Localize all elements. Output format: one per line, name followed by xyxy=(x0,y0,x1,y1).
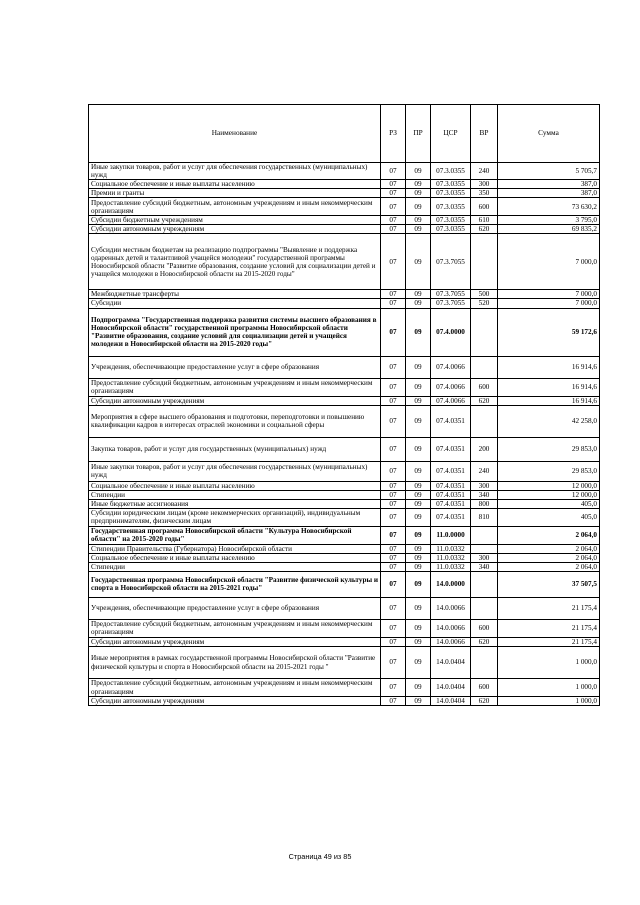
cell-sum: 29 853,0 xyxy=(498,437,600,461)
cell-pr: 09 xyxy=(406,396,431,405)
cell-sum: 42 258,0 xyxy=(498,405,600,437)
cell-name: Стипендии xyxy=(89,490,381,499)
cell-name: Государственная программа Новосибирской области "Развитие физической культуры и спорта в Новосибирской области на 2015-2021 годы" xyxy=(89,571,381,597)
table-row xyxy=(89,461,600,481)
cell-sum: 7 000,0 xyxy=(498,299,600,308)
cell-csr: 14.0.0066 xyxy=(431,619,471,637)
cell-pr: 09 xyxy=(406,405,431,437)
cell-rz: 07 xyxy=(381,299,406,308)
cell-csr: 07.3.0355 xyxy=(431,163,471,180)
table-row xyxy=(89,562,600,571)
cell-sum: 7 000,0 xyxy=(498,290,600,299)
cell-rz: 07 xyxy=(381,198,406,216)
header-vr: ВР xyxy=(471,105,498,163)
cell-vr: 810 xyxy=(471,508,498,526)
cell-pr: 09 xyxy=(406,198,431,216)
cell-name: Иные бюджетные ассигнования xyxy=(89,499,381,508)
table-row xyxy=(89,308,600,356)
cell-pr: 09 xyxy=(406,571,431,597)
cell-csr: 07.3.7055 xyxy=(431,234,471,290)
cell-csr: 14.0.0404 xyxy=(431,697,471,706)
cell-rz: 07 xyxy=(381,216,406,225)
table-row xyxy=(89,499,600,508)
cell-sum: 16 914,6 xyxy=(498,356,600,378)
cell-sum: 5 705,7 xyxy=(498,163,600,180)
cell-name: Иные закупки товаров, работ и услуг для обеспечения государственных (муниципальных) нужд xyxy=(89,163,381,180)
cell-rz: 07 xyxy=(381,163,406,180)
cell-sum: 29 853,0 xyxy=(498,461,600,481)
cell-pr: 09 xyxy=(406,679,431,697)
cell-rz: 07 xyxy=(381,490,406,499)
cell-vr: 520 xyxy=(471,299,498,308)
cell-name: Иные закупки товаров, работ и услуг для обеспечения государственных (муниципальных) нужд xyxy=(89,461,381,481)
cell-csr: 11.0.0332 xyxy=(431,553,471,562)
cell-csr: 07.3.7055 xyxy=(431,290,471,299)
cell-pr: 09 xyxy=(406,508,431,526)
cell-name: Социальное обеспечение и иные выплаты населению xyxy=(89,481,381,490)
cell-csr: 07.3.0355 xyxy=(431,189,471,198)
cell-csr: 07.3.0355 xyxy=(431,198,471,216)
cell-vr: 620 xyxy=(471,697,498,706)
table-row xyxy=(89,597,600,619)
cell-rz: 07 xyxy=(381,571,406,597)
cell-vr: 600 xyxy=(471,619,498,637)
cell-vr: 240 xyxy=(471,461,498,481)
cell-sum: 12 000,0 xyxy=(498,481,600,490)
cell-csr: 07.3.0355 xyxy=(431,216,471,225)
cell-csr: 07.3.7055 xyxy=(431,299,471,308)
table-row xyxy=(89,544,600,553)
cell-name: Премии и гранты xyxy=(89,189,381,198)
cell-sum: 2 064,0 xyxy=(498,544,600,553)
cell-name: Стипендии Правительства (Губернатора) Новосибирской области xyxy=(89,544,381,553)
cell-name: Подпрограмма "Государственная поддержка развития системы высшего образования в Новосибирской области" государственной программы Новосибирской области "Развитие образования, создание условий для социализации детей и учащейся молодежи в Новосибирской области на 2015-2020 годы" xyxy=(89,308,381,356)
header-sum: Сумма xyxy=(498,105,600,163)
cell-pr: 09 xyxy=(406,216,431,225)
cell-sum: 16 914,6 xyxy=(498,378,600,396)
cell-sum: 405,0 xyxy=(498,499,600,508)
cell-pr: 09 xyxy=(406,544,431,553)
cell-rz: 07 xyxy=(381,290,406,299)
table-row xyxy=(89,225,600,234)
header-csr: ЦСР xyxy=(431,105,471,163)
cell-sum: 37 507,5 xyxy=(498,571,600,597)
cell-vr xyxy=(471,526,498,544)
cell-vr xyxy=(471,356,498,378)
cell-pr: 09 xyxy=(406,697,431,706)
cell-pr: 09 xyxy=(406,481,431,490)
cell-pr: 09 xyxy=(406,499,431,508)
cell-pr: 09 xyxy=(406,225,431,234)
cell-vr: 340 xyxy=(471,562,498,571)
cell-name: Субсидии юридическим лицам (кроме некоммерческих организаций), индивидуальным предпринимателям, физическим лицам xyxy=(89,508,381,526)
cell-csr: 14.0.0066 xyxy=(431,637,471,646)
cell-pr: 09 xyxy=(406,356,431,378)
cell-name: Государственная программа Новосибирской области "Культура Новосибирской области" на 2015-2020 годы" xyxy=(89,526,381,544)
cell-pr: 09 xyxy=(406,526,431,544)
cell-pr: 09 xyxy=(406,234,431,290)
table-row xyxy=(89,405,600,437)
cell-csr: 11.0.0000 xyxy=(431,526,471,544)
cell-rz: 07 xyxy=(381,396,406,405)
cell-sum: 69 835,2 xyxy=(498,225,600,234)
cell-pr: 09 xyxy=(406,163,431,180)
table-row xyxy=(89,697,600,706)
cell-rz: 07 xyxy=(381,481,406,490)
cell-pr: 09 xyxy=(406,461,431,481)
cell-name: Предоставление субсидий бюджетным, автономным учреждениям и иным некоммерческим организациям xyxy=(89,198,381,216)
cell-csr: 07.3.0355 xyxy=(431,225,471,234)
cell-csr: 07.4.0000 xyxy=(431,308,471,356)
table-row xyxy=(89,396,600,405)
cell-rz: 07 xyxy=(381,356,406,378)
cell-sum: 387,0 xyxy=(498,180,600,189)
cell-rz: 07 xyxy=(381,189,406,198)
cell-csr: 14.0.0000 xyxy=(431,571,471,597)
cell-sum: 2 064,0 xyxy=(498,526,600,544)
cell-name: Закупка товаров, работ и услуг для государственных (муниципальных) нужд xyxy=(89,437,381,461)
cell-rz: 07 xyxy=(381,461,406,481)
cell-rz: 07 xyxy=(381,619,406,637)
cell-sum: 1 000,0 xyxy=(498,697,600,706)
cell-rz: 07 xyxy=(381,180,406,189)
table-row xyxy=(89,299,600,308)
cell-rz: 07 xyxy=(381,637,406,646)
table-row xyxy=(89,290,600,299)
cell-csr: 07.4.0351 xyxy=(431,490,471,499)
table-row xyxy=(89,163,600,180)
cell-name: Субсидии xyxy=(89,299,381,308)
cell-pr: 09 xyxy=(406,180,431,189)
cell-name: Учреждения, обеспечивающие предоставление услуг в сфере образования xyxy=(89,356,381,378)
cell-vr xyxy=(471,405,498,437)
table-row xyxy=(89,481,600,490)
cell-pr: 09 xyxy=(406,562,431,571)
header-pr: ПР xyxy=(406,105,431,163)
table-row xyxy=(89,189,600,198)
cell-vr: 610 xyxy=(471,216,498,225)
cell-vr: 500 xyxy=(471,290,498,299)
cell-sum: 387,0 xyxy=(498,189,600,198)
cell-csr: 07.4.0066 xyxy=(431,396,471,405)
cell-sum: 21 175,4 xyxy=(498,597,600,619)
cell-vr: 300 xyxy=(471,553,498,562)
cell-csr: 07.4.0351 xyxy=(431,481,471,490)
cell-csr: 11.0.0332 xyxy=(431,562,471,571)
cell-vr: 300 xyxy=(471,180,498,189)
cell-rz: 07 xyxy=(381,597,406,619)
cell-sum: 21 175,4 xyxy=(498,637,600,646)
cell-name: Субсидии местным бюджетам на реализацию подпрограммы "Выявление и поддержка одаренных детей и талантливой учащейся молодежи" государственной программы Новосибирской области "Развитие образования, создание условий для социализации детей и учащейся молодежи в Новосибирской области на 2015-2020 годы" xyxy=(89,234,381,290)
cell-rz: 07 xyxy=(381,499,406,508)
table-row xyxy=(89,378,600,396)
cell-vr xyxy=(471,597,498,619)
cell-csr: 14.0.0066 xyxy=(431,597,471,619)
cell-name: Межбюджетные трансферты xyxy=(89,290,381,299)
page-number: Страница 49 из 85 xyxy=(288,852,352,861)
cell-csr: 07.4.0066 xyxy=(431,378,471,396)
cell-rz: 07 xyxy=(381,562,406,571)
table-header xyxy=(89,105,600,163)
cell-rz: 07 xyxy=(381,526,406,544)
cell-name: Мероприятия в сфере высшего образования и подготовки, переподготовки и повышению квалификации кадров в интересах отраслей экономики и социальной сферы xyxy=(89,405,381,437)
cell-name: Учреждения, обеспечивающие предоставление услуг в сфере образования xyxy=(89,597,381,619)
cell-rz: 07 xyxy=(381,225,406,234)
budget-table xyxy=(88,104,600,706)
cell-csr: 11.0.0332 xyxy=(431,544,471,553)
cell-pr: 09 xyxy=(406,619,431,637)
cell-vr: 340 xyxy=(471,490,498,499)
cell-sum: 1 000,0 xyxy=(498,679,600,697)
table-row xyxy=(89,553,600,562)
cell-pr: 09 xyxy=(406,378,431,396)
table-row xyxy=(89,679,600,697)
cell-name: Субсидии автономным учреждениям xyxy=(89,697,381,706)
cell-vr: 800 xyxy=(471,499,498,508)
cell-sum: 59 172,6 xyxy=(498,308,600,356)
cell-rz: 07 xyxy=(381,508,406,526)
table-row xyxy=(89,234,600,290)
table-row xyxy=(89,571,600,597)
cell-rz: 07 xyxy=(381,234,406,290)
cell-csr: 07.4.0351 xyxy=(431,461,471,481)
cell-vr xyxy=(471,571,498,597)
cell-rz: 07 xyxy=(381,544,406,553)
header-name: Наименование xyxy=(89,105,381,163)
cell-sum: 2 064,0 xyxy=(498,562,600,571)
cell-name: Предоставление субсидий бюджетным, автономным учреждениям и иным некоммерческим организациям xyxy=(89,679,381,697)
table-row xyxy=(89,490,600,499)
cell-csr: 14.0.0404 xyxy=(431,679,471,697)
cell-sum: 73 630,2 xyxy=(498,198,600,216)
cell-pr: 09 xyxy=(406,299,431,308)
cell-name: Субсидии автономным учреждениям xyxy=(89,637,381,646)
cell-rz: 07 xyxy=(381,647,406,679)
cell-vr: 620 xyxy=(471,225,498,234)
cell-pr: 09 xyxy=(406,290,431,299)
table-row xyxy=(89,526,600,544)
cell-sum: 21 175,4 xyxy=(498,619,600,637)
cell-pr: 09 xyxy=(406,490,431,499)
table-row xyxy=(89,437,600,461)
cell-pr: 09 xyxy=(406,553,431,562)
cell-sum: 12 000,0 xyxy=(498,490,600,499)
cell-vr: 350 xyxy=(471,189,498,198)
cell-sum: 7 000,0 xyxy=(498,234,600,290)
cell-name: Субсидии автономным учреждениям xyxy=(89,225,381,234)
cell-pr: 09 xyxy=(406,437,431,461)
cell-pr: 09 xyxy=(406,308,431,356)
cell-csr: 14.0.0404 xyxy=(431,647,471,679)
cell-csr: 07.3.0355 xyxy=(431,180,471,189)
cell-vr: 300 xyxy=(471,481,498,490)
cell-vr: 600 xyxy=(471,198,498,216)
cell-csr: 07.4.0351 xyxy=(431,437,471,461)
cell-sum: 405,0 xyxy=(498,508,600,526)
cell-vr: 600 xyxy=(471,679,498,697)
table-body xyxy=(89,163,600,706)
table-row xyxy=(89,198,600,216)
cell-pr: 09 xyxy=(406,189,431,198)
cell-vr: 200 xyxy=(471,437,498,461)
cell-sum: 2 064,0 xyxy=(498,553,600,562)
cell-sum: 3 795,0 xyxy=(498,216,600,225)
table-row xyxy=(89,180,600,189)
cell-rz: 07 xyxy=(381,697,406,706)
table-row xyxy=(89,619,600,637)
table-row xyxy=(89,356,600,378)
cell-name: Предоставление субсидий бюджетным, автономным учреждениям и иным некоммерческим организациям xyxy=(89,619,381,637)
cell-vr: 240 xyxy=(471,163,498,180)
cell-sum: 16 914,6 xyxy=(498,396,600,405)
cell-name: Стипендии xyxy=(89,562,381,571)
cell-name: Социальное обеспечение и иные выплаты населению xyxy=(89,180,381,189)
cell-vr: 620 xyxy=(471,396,498,405)
cell-csr: 07.4.0351 xyxy=(431,508,471,526)
table-row xyxy=(89,508,600,526)
cell-name: Субсидии бюджетным учреждениям xyxy=(89,216,381,225)
cell-vr xyxy=(471,234,498,290)
table-row xyxy=(89,647,600,679)
cell-name: Субсидии автономным учреждениям xyxy=(89,396,381,405)
cell-sum: 1 000,0 xyxy=(498,647,600,679)
table-row xyxy=(89,216,600,225)
cell-csr: 07.4.0066 xyxy=(431,356,471,378)
cell-pr: 09 xyxy=(406,637,431,646)
cell-csr: 07.4.0351 xyxy=(431,499,471,508)
cell-rz: 07 xyxy=(381,679,406,697)
header-rz: РЗ xyxy=(381,105,406,163)
cell-pr: 09 xyxy=(406,597,431,619)
cell-rz: 07 xyxy=(381,405,406,437)
cell-pr: 09 xyxy=(406,647,431,679)
cell-name: Социальное обеспечение и иные выплаты населению xyxy=(89,553,381,562)
cell-vr xyxy=(471,308,498,356)
cell-rz: 07 xyxy=(381,308,406,356)
cell-vr xyxy=(471,647,498,679)
table-row xyxy=(89,637,600,646)
cell-csr: 07.4.0351 xyxy=(431,405,471,437)
cell-name: Предоставление субсидий бюджетным, автономным учреждениям и иным некоммерческим организациям xyxy=(89,378,381,396)
cell-vr: 620 xyxy=(471,637,498,646)
cell-rz: 07 xyxy=(381,378,406,396)
cell-name: Иные мероприятия в рамках государственной программы Новосибирской области "Развитие физической культуры и спорта в Новосибирской области на 2015-2021 годы " xyxy=(89,647,381,679)
cell-rz: 07 xyxy=(381,553,406,562)
cell-rz: 07 xyxy=(381,437,406,461)
cell-vr xyxy=(471,544,498,553)
cell-vr: 600 xyxy=(471,378,498,396)
